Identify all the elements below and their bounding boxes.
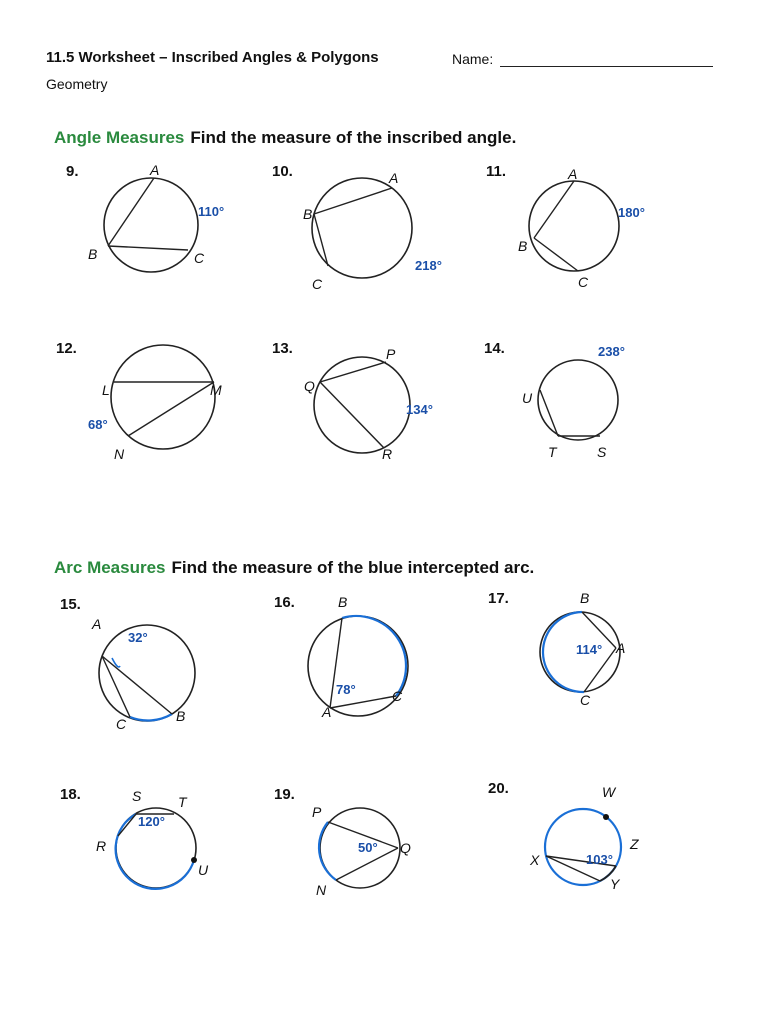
point-label: Q	[400, 840, 411, 856]
angle-measure-label: 32°	[128, 630, 148, 645]
section-heading-angle	[54, 128, 516, 148]
chord	[534, 181, 574, 238]
chord	[314, 188, 392, 214]
point-label: S	[132, 788, 142, 804]
problem-number: 16.	[274, 594, 295, 611]
chord	[314, 214, 328, 266]
circle	[111, 345, 215, 449]
circle-figure-9	[96, 170, 206, 280]
point-label: B	[518, 238, 528, 254]
point-label: Z	[630, 836, 639, 852]
circle	[538, 360, 618, 440]
point-label: P	[386, 346, 396, 362]
problem-number: 12.	[56, 340, 77, 357]
problem-number: 20.	[488, 780, 509, 797]
circle-figure-13	[308, 350, 416, 460]
problem-number: 10.	[272, 163, 293, 180]
point-label: T	[548, 444, 557, 460]
point-label: A	[150, 162, 160, 178]
point-label: P	[312, 804, 322, 820]
name-label: Name:	[452, 51, 494, 67]
angle-measure-label: 50°	[358, 840, 378, 855]
angle-measures-section	[46, 118, 658, 496]
chord	[330, 696, 396, 708]
angle-measure-label: 120°	[138, 814, 165, 829]
circle-figure-10	[306, 170, 422, 286]
point-label: S	[597, 444, 607, 460]
circle-figure-12	[106, 340, 222, 456]
point-label: N	[316, 882, 327, 898]
section-heading-strong: Arc Measures	[54, 558, 166, 577]
point-label: B	[303, 206, 313, 222]
point-label: Y	[610, 876, 620, 892]
problem-number: 18.	[60, 786, 81, 803]
chord	[320, 382, 384, 448]
chord	[534, 238, 578, 271]
point-label: C	[392, 688, 403, 704]
circle-figure-16	[302, 610, 414, 722]
point-label: C	[312, 276, 323, 292]
point-label: R	[96, 838, 107, 854]
arc-measure-label: 68°	[88, 417, 108, 432]
problem-number: 13.	[272, 340, 293, 357]
angle-measure-label: 114°	[576, 642, 603, 657]
circle-figure-14	[534, 354, 626, 450]
angle-measure-label: 78°	[336, 682, 356, 697]
circle-figure-11	[528, 172, 628, 282]
circle	[104, 178, 198, 272]
point-label: C	[116, 716, 127, 732]
problem-number: 17.	[488, 590, 509, 607]
point-label: X	[530, 852, 540, 868]
arc-measure-label: 134°	[406, 402, 433, 417]
circle	[314, 357, 410, 453]
point-label: W	[602, 784, 616, 800]
point-label: C	[194, 250, 205, 266]
point-label: U	[522, 390, 533, 406]
point-label: B	[580, 590, 590, 606]
section-heading-instructions: Find the measure of the blue intercepted arc.	[171, 558, 535, 577]
point-label: A	[322, 704, 332, 720]
point-label: L	[102, 382, 110, 398]
blue-arc	[319, 822, 336, 880]
point-dot	[603, 814, 609, 820]
arc-measure-label: 180°	[618, 205, 645, 220]
point-label: T	[178, 794, 187, 810]
blue-arc	[130, 714, 172, 720]
course-subtitle: Geometry	[46, 76, 108, 92]
point-label: A	[389, 170, 399, 186]
chord	[128, 382, 214, 436]
point-label: R	[382, 446, 393, 462]
problem-number: 14.	[484, 340, 505, 357]
point-label: A	[92, 616, 102, 632]
chord	[118, 814, 136, 836]
arc-measures-section	[46, 548, 646, 900]
chord	[320, 362, 386, 382]
point-label: A	[616, 640, 626, 656]
point-label: A	[568, 166, 578, 182]
point-label: B	[176, 708, 186, 724]
point-label: C	[578, 274, 589, 290]
point-label: B	[338, 594, 348, 610]
chord	[108, 246, 188, 250]
name-blank-line[interactable]	[500, 66, 713, 67]
arc-measure-label: 218°	[415, 258, 442, 273]
point-label: Q	[304, 378, 315, 394]
section-heading-arc	[54, 558, 534, 578]
point-dot	[191, 857, 197, 863]
section-heading-instructions: Find the measure of the inscribed angle.	[190, 128, 517, 147]
point-label: C	[580, 692, 591, 708]
point-label: N	[114, 446, 125, 462]
chord	[540, 390, 558, 436]
problem-number: 15.	[60, 596, 81, 613]
problem-number: 9.	[66, 163, 79, 180]
worksheet-title: 11.5 Worksheet – Inscribed Angles & Polygons	[46, 49, 379, 66]
point-label: B	[88, 246, 98, 262]
problem-number: 19.	[274, 786, 295, 803]
chord	[108, 178, 154, 246]
arc-measure-label: 110°	[198, 204, 225, 219]
point-label: U	[198, 862, 209, 878]
arc-measure-label: 238°	[598, 344, 625, 359]
problem-number: 11.	[486, 163, 507, 180]
point-label: M	[210, 382, 222, 398]
section-heading-strong: Angle Measures	[54, 128, 185, 147]
angle-measure-label: 103°	[586, 852, 613, 867]
